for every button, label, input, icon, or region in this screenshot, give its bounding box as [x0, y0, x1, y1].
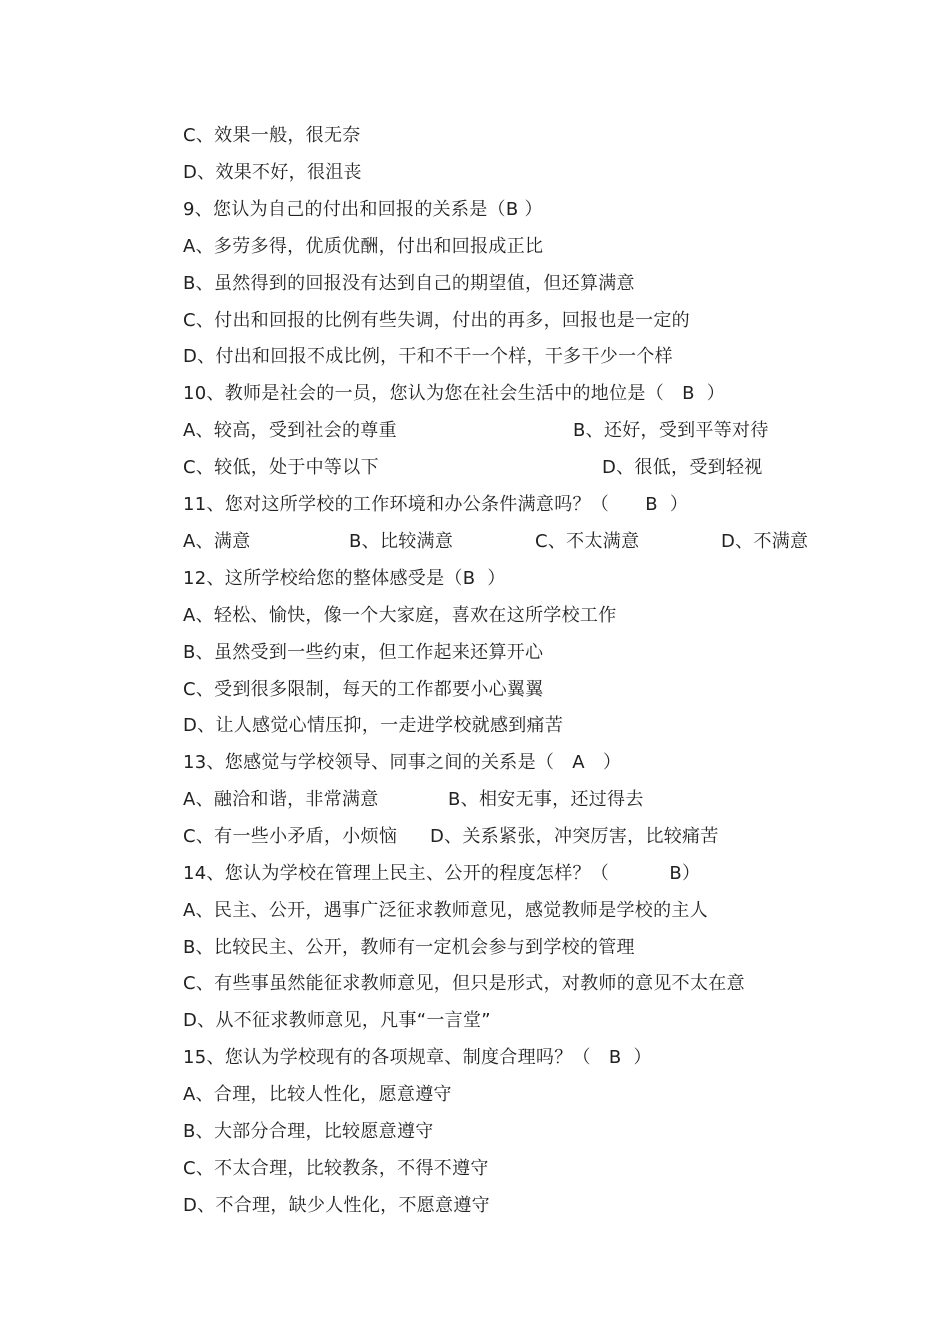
option-line: D、不合理，缺少人性化，不愿意遵守 — [183, 1195, 490, 1216]
option-line: B、大部分合理，比较愿意遵守 — [183, 1121, 434, 1142]
question-line: 13、您感觉与学校领导、同事之间的关系是（ A ） — [183, 752, 622, 773]
option-line: D、付出和回报不成比例，干和不干一个样，干多干少一个样 — [183, 346, 673, 367]
option-row — [183, 785, 883, 815]
option-line: C、不太合理，比较教条，不得不遵守 — [183, 1158, 489, 1179]
option-line: A、合理，比较人性化，愿意遵守 — [183, 1084, 452, 1105]
question-line: 14、您认为学校在管理上民主、公开的程度怎样？（ B） — [183, 863, 701, 884]
option-line: B、虽然受到一些约束，但工作起来还算开心 — [183, 642, 544, 663]
option-item: A、融洽和谐，非常满意 — [183, 789, 379, 810]
question-line: 12、这所学校给您的整体感受是（B ） — [183, 568, 506, 589]
option-line: A、民主、公开，遇事广泛征求教师意见，感觉教师是学校的主人 — [183, 900, 709, 921]
option-line: C、付出和回报的比例有些失调，付出的再多，回报也是一定的 — [183, 310, 690, 331]
option-item: A、满意 — [183, 531, 251, 552]
option-item: A、较高，受到社会的尊重 — [183, 420, 397, 441]
question-line: 11、您对这所学校的工作环境和办公条件满意吗？（ B ） — [183, 494, 689, 515]
option-line: D、让人感觉心情压抑，一走进学校就感到痛苦 — [183, 715, 564, 736]
option-item: C、不太满意 — [535, 531, 640, 552]
option-line: C、有些事虽然能征求教师意见，但只是形式，对教师的意见不太在意 — [183, 973, 745, 994]
option-line: C、效果一般，很无奈 — [183, 125, 361, 146]
option-item: D、关系紧张，冲突厉害，比较痛苦 — [430, 826, 719, 847]
option-line: D、效果不好，很沮丧 — [183, 162, 362, 183]
question-line: 15、您认为学校现有的各项规章、制度合理吗？（ B ） — [183, 1047, 652, 1068]
option-item: B、比较满意 — [349, 531, 454, 552]
option-line: A、轻松、愉快，像一个大家庭，喜欢在这所学校工作 — [183, 605, 617, 626]
option-item: B、相安无事，还过得去 — [448, 789, 644, 810]
option-item: C、有一些小矛盾，小烦恼 — [183, 826, 398, 847]
option-item: D、不满意 — [721, 531, 809, 552]
question-line: 10、教师是社会的一员，您认为您在社会生活中的地位是（ B ） — [183, 383, 726, 404]
option-row — [183, 453, 883, 483]
option-row — [183, 416, 883, 446]
question-line: 9、您认为自己的付出和回报的关系是（B ） — [183, 199, 543, 220]
option-line: B、比较民主、公开，教师有一定机会参与到学校的管理 — [183, 937, 635, 958]
option-line: C、受到很多限制，每天的工作都要小心翼翼 — [183, 679, 544, 700]
option-row — [183, 527, 883, 557]
option-item: C、较低，处于中等以下 — [183, 457, 379, 478]
option-item: B、还好，受到平等对待 — [573, 420, 769, 441]
option-row — [183, 822, 883, 852]
option-line: B、虽然得到的回报没有达到自己的期望值，但还算满意 — [183, 273, 635, 294]
option-line: A、多劳多得，优质优酬，付出和回报成正比 — [183, 236, 544, 257]
option-line: D、从不征求教师意见，凡事“一言堂” — [183, 1010, 491, 1031]
option-item: D、很低，受到轻视 — [602, 457, 763, 478]
